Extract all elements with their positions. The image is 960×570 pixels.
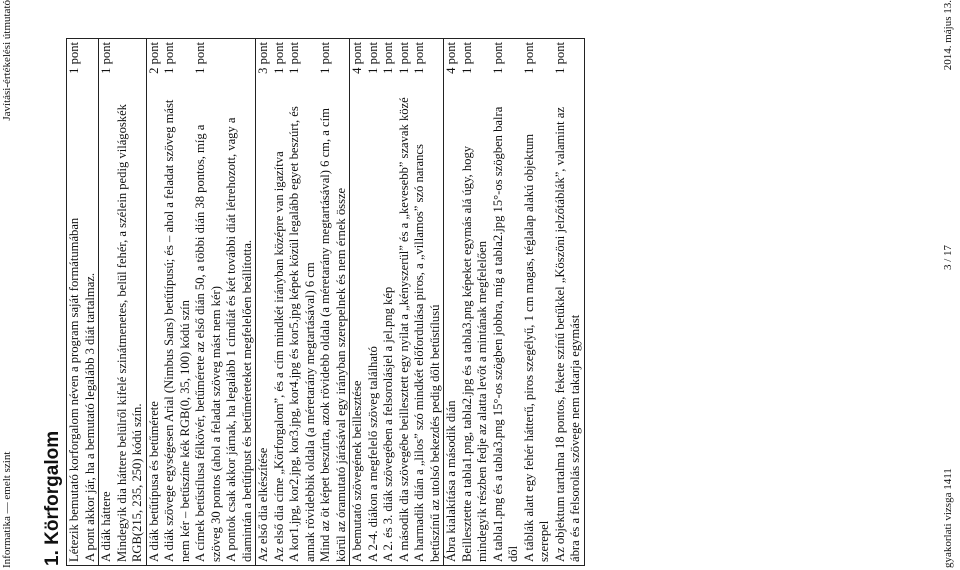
page-footer (942, 0, 956, 570)
criterion-text: Mindegyik dia háttere belülről kifelé szinátmenetes, belül fehér, a szélein pedig világoskék RGB(215, 235, 250) kódú szín. (114, 104, 144, 562)
points-value: 1 pont (193, 42, 207, 74)
criterion-text: A diák betűtípusa és betűmérete (146, 401, 161, 562)
section-row (255, 39, 272, 565)
criterion-row (115, 39, 146, 565)
criterion-text: Mind az öt képet beszúrta, azok rövidebb oldala (a méretarány megtartásával) 6 cm, a cím körül az óramutató járásával egy irányban szerepelnek és nem érnek össze (318, 108, 348, 562)
section-row (98, 39, 115, 565)
points-value: 1 pont (396, 42, 411, 74)
criterion-row (287, 39, 318, 565)
points-value: 1 pont (490, 42, 505, 74)
criterion-row (553, 39, 584, 565)
criterion-text: A tabla1.png és a tabla3.png 15°-os szögben jobbra, míg a tabla2.jpg 15°-os szögben balra dől (490, 106, 520, 562)
criterion-row (491, 39, 522, 565)
criterion-text: A kor1.jpg, kor2.jpg, kor3.jpg, kor4.jpg és kor5.jpg képek közül legalább egyet beszúrt, és annak rövidebbik oldala (a méretarány megtartásával) 6 cm (287, 106, 317, 562)
points-value: 1 pont (552, 42, 567, 74)
criterion-text: A diák háttere (99, 491, 113, 562)
scoring-table (66, 38, 585, 566)
criterion-text: A pont akkor jár, ha a bemutató legalább 3 diát tartalmaz. (82, 272, 97, 562)
criterion-text: A harmadik dián a „lilos” szó mindkét előfordulása piros, a „villamos” szó narancs betűszínű az utolsó bekezdés pedig dőlt betűstílusú (412, 144, 442, 562)
points-value: 4 pont (350, 42, 364, 74)
footer-date: 2014. május 13. (942, 0, 954, 71)
criterion-row (193, 39, 224, 565)
criterion-text: A második dia szövegébe beillesztett egy nyilat a „kényszerül” és a „kevesebb” szavak közé (396, 97, 411, 562)
footer-left: gyakorlati vizsga 1411 (942, 468, 954, 568)
page-title: 1. Körforgalom (42, 430, 63, 566)
criterion-text: Beillesztette a tabla1.png, tabla2.jpg és a tabla3.png képeket egymás alá úgy, hogy mindegyik részben fedje az alatta levőt a mintának megfelelően (459, 145, 489, 562)
criterion-text: A diák szövege egységesen Arial (Nimbus Sans) betűtípusú; és – ahol a feladat szöveg mást nem kér – betűszíne kék RGB(0, 35, 100) kódú szín (162, 99, 192, 562)
points-value: 1 pont (365, 42, 380, 74)
points-value: 4 pont (444, 42, 458, 74)
points-value: 1 pont (162, 42, 176, 74)
criterion-row (83, 39, 99, 565)
points-value: 1 pont (412, 42, 426, 74)
criterion-text: Ábra kialakítása a második dián (444, 400, 458, 562)
criterion-row (412, 39, 443, 565)
points-value: 3 pont (256, 42, 270, 74)
points-value: 1 pont (381, 42, 395, 74)
points-value: 2 pont (146, 42, 161, 74)
section-row (146, 39, 163, 565)
criterion-row (381, 39, 397, 565)
criterion-row (318, 39, 349, 565)
criterion-text: A 2-4. diákon a megfelelő szöveg található (365, 346, 380, 562)
criterion-row (397, 39, 413, 565)
criterion-text: Az első dia címe „Körforgalom”, és a cím mindkét irányban középre van igazítva (271, 151, 286, 562)
points-value: 1 pont (521, 42, 536, 74)
points-value: 1 pont (459, 42, 474, 74)
criterion-text: Az objektum tartalma 18 pontos, fekete színű betűkkel „Köszöni jelzőtáblák”, valamint az ábra és a felsorolás szövege nem takarja egymást (552, 107, 582, 562)
criterion-row (162, 39, 193, 565)
criterion-text: A bemutató szövegének beillesztése (350, 380, 364, 562)
criterion-text: A címek betűstílusa félkövér, betűmérete az első dián 50, a többi dián 38 pontos, míg a szöveg 30 pontos (ahol a feladat szöveg mást nem kér) (193, 124, 223, 562)
criterion-row (366, 39, 382, 565)
criterion-text: A 2. és 3. diák szövegében a felsorolásjel a jel.png kép (381, 286, 395, 562)
points-value: 1 pont (287, 42, 301, 74)
criterion-text: A pontok csak akkor járnak, ha legalább 1 címdiát és két további diát létrehozott, vagy a diamintán a betűtípust és betűméreteket megfelelően beállította. (224, 117, 254, 562)
header-left: Informatika — emelt szint (1, 451, 13, 568)
criterion-text: Létezik bemutató korforgalom néven a program saját formátumában (67, 217, 81, 562)
points-value: 1 pont (99, 42, 113, 74)
footer-page-number: 3 / 17 (942, 244, 954, 270)
criterion-row (460, 39, 491, 565)
section-row (67, 39, 83, 565)
criterion-text: Az első dia elkészítése (256, 447, 270, 562)
criterion-text: A táblák alatt egy fehér hátterű, piros szegélyű, 1 cm magas, téglalap alakú objektum szerepel (521, 133, 551, 562)
criterion-row (272, 39, 288, 565)
header-right: Javítási-értékelési útmutató (1, 0, 13, 121)
points-value: 1 pont (318, 42, 332, 74)
section-row (443, 39, 460, 565)
points-value: 1 pont (271, 42, 286, 74)
section-row (349, 39, 366, 565)
points-value: 1 pont (67, 42, 81, 74)
criterion-row (522, 39, 553, 565)
criterion-row (224, 39, 255, 565)
page-header (0, 0, 14, 570)
